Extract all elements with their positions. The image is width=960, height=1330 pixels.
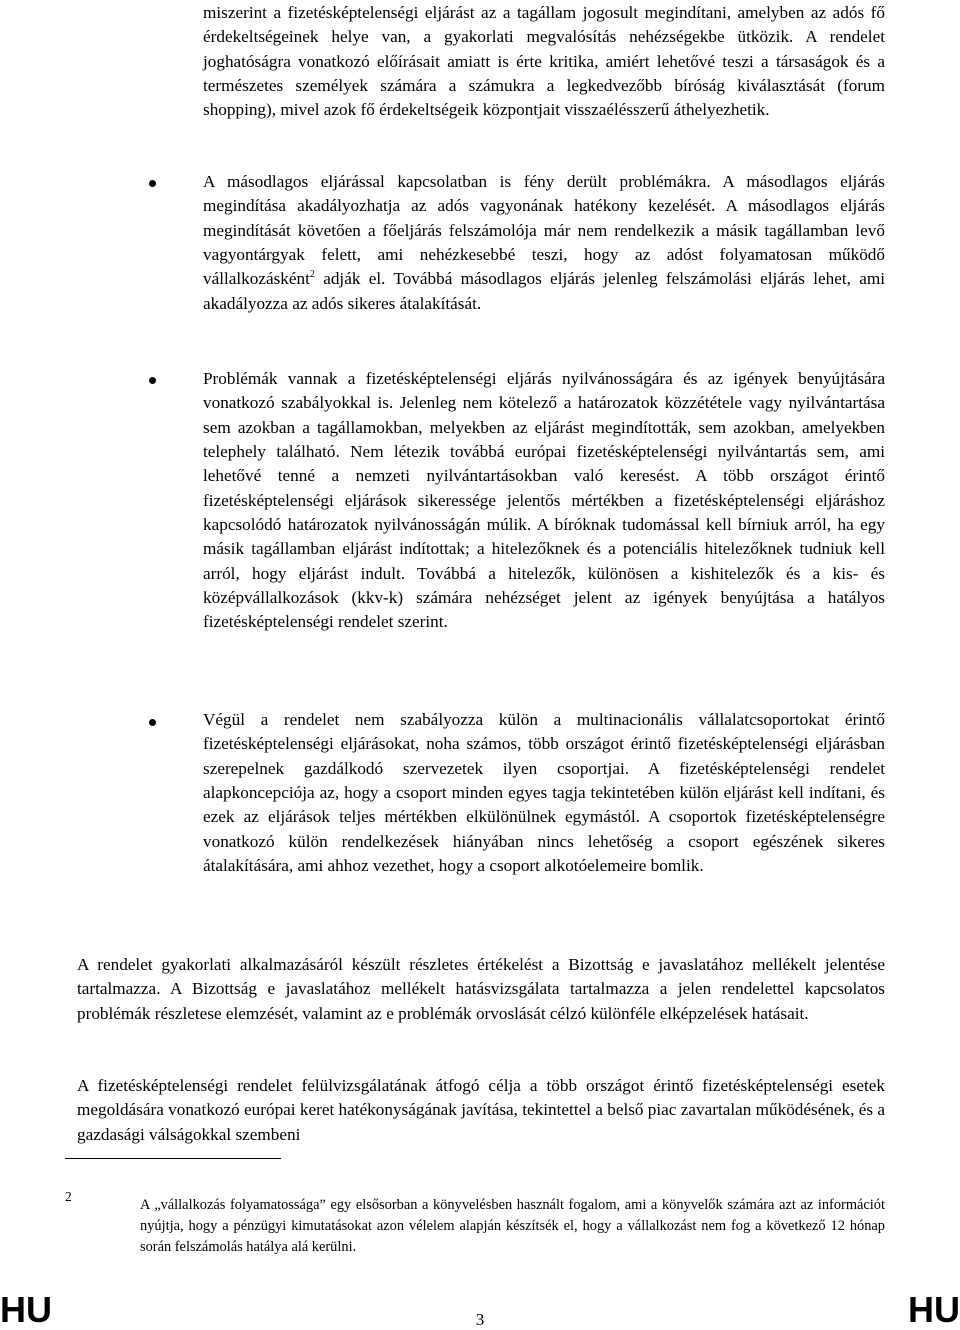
footnote-number: 2 bbox=[65, 1189, 72, 1204]
bullet-item-publicity: Problémák vannak a fizetésképtelenségi eljárás nyilvánosságára és az igények benyújtására vonatkozó szabályokkal is. Jelenleg nem kötelező a határozatok közzététele vagy nyilvántartása sem azokban a tagállamokban, melyekben az eljárást megindították, sem azokban, amelyekben telephely található. Nem létezik továbbá európai fizetésképtelenségi nyilvántartás sem, ami lehetővé tenné a nemzeti nyilvántartásokban való keresést. A több országot érintő fizetésképtelenségi eljárások sikeressége jelentős mértékben a fizetésképtelenségi eljáráshoz kapcsolódó határozatok nyilvánosságán múlik. A bíróknak tudomással kell bírniuk arról, ha egy másik tagállamban eljárást indítottak; a hitelezőknek és a potenciális hitelezőknek tudniuk kell arról, hogy eljárást indult. Továbbá a hitelezők, különösen a kishitelezők és a kis- és középvállalkozások (kkv-k) számára nehézséget jelent az igények benyújtása a hatályos fizetésképtelenségi rendelet szerint. bbox=[203, 369, 885, 632]
bullet-dot bbox=[149, 719, 156, 726]
bullet-item-secondary-proceedings bbox=[203, 170, 885, 316]
bullet-text-continued: adják el. Továbbá másodlagos eljárás jelenleg felszámolási eljárás lehet, ami akadályozza az adós sikeres átalakítását. bbox=[203, 269, 885, 313]
bullet-text: A másodlagos eljárással kapcsolatban is fény derült problémákra. A másodlagos eljárás megindítása akadályozhatja az adós vagyonának hatékony kezelését. A másodlagos eljárás megindítását követően a főeljárás felszámolója már nem rendelkezik a másik tagállamban levő vagyontárgyak felett, ami nehézkesebbé teszi, hogy az adóst folyamatosan működő vállalkozásként bbox=[203, 172, 885, 289]
bullet-dot bbox=[149, 377, 156, 384]
continuation-paragraph: miszerint a fizetésképtelenségi eljárást az a tagállam jogosult megindítani, amelyben az adós fő érdekeltségeinek helye van, a gyakorlati megvalósítás nehézségekbe ütközik. A rendelet joghatóságra vonatkozó előírásait amiatt is érte kritika, amiért lehetővé teszi a társaságok és a természetes személyek számára a számukra a legkedvezőbb bíróság kiválasztását (forum shopping), mivel azok fő érdekeltségeik központjait visszaélésszerű áthelyezhetik. bbox=[203, 3, 885, 120]
page-number: 3 bbox=[475, 1310, 485, 1329]
footer-language-right: HU bbox=[908, 1289, 960, 1330]
footnote-reference: 2 bbox=[309, 269, 315, 281]
footnote-text: A „vállalkozás folyamatossága” egy elsősorban a könyvelésben használt fogalom, ami a könyvelők számára azt az információt nyújtja, hogy a pénzügyi kimutatásokat azon vélelem alapján készítsék el, hogy a vállalkozást nem fog a következő 12 hónap során felszámolás hatálya alá kerülni. bbox=[140, 1197, 885, 1256]
bullet-item-groups: Végül a rendelet nem szabályozza külön a multinacionális vállalatcsoportokat érintő fizetésképtelenségi eljárásokat, noha számos, több országot érintő fizetésképtelenségi eljárásban szerepelnek gazdálkodó szervezetek ilyen csoportjai. A fizetésképtelenségi rendelet alapkoncepciója az, hogy a csoport minden egyes tagja tekintetében külön eljárást kell indítani, és ezek az eljárások teljes mértékben elkülönülnek egymástól. A csoportok fizetésképtelenségre vonatkozó külön rendelkezések hiányában nincs lehetőség a csoport egészének sikeres átalakítására, ami ahhoz vezethet, hogy a csoport alkotóelemeire bomlik. bbox=[203, 710, 885, 876]
paragraph-evaluation: A rendelet gyakorlati alkalmazásáról készült részletes értékelést a Bizottság e javaslatához mellékelt jelentése tartalmazza. A Bizottság e javaslatához mellékelt hatásvizsgálata tartalmazza a jelen rendelettel kapcsolatos problémák részletese elemzését, valamint az e problémák orvoslását célzó különféle elképzelések hatásait. bbox=[77, 955, 885, 1023]
footnote-divider bbox=[65, 1158, 281, 1159]
footer-language-left: HU bbox=[0, 1289, 52, 1330]
paragraph-objective: A fizetésképtelenségi rendelet felülvizsgálatának átfogó célja a több országot érintő fizetésképtelenségi esetek megoldására vonatkozó európai keret hatékonyságának javítása, tekintettel a belső piac zavartalan működésének, és a gazdasági válságokkal szembeni bbox=[77, 1076, 885, 1144]
bullet-dot bbox=[149, 180, 156, 187]
